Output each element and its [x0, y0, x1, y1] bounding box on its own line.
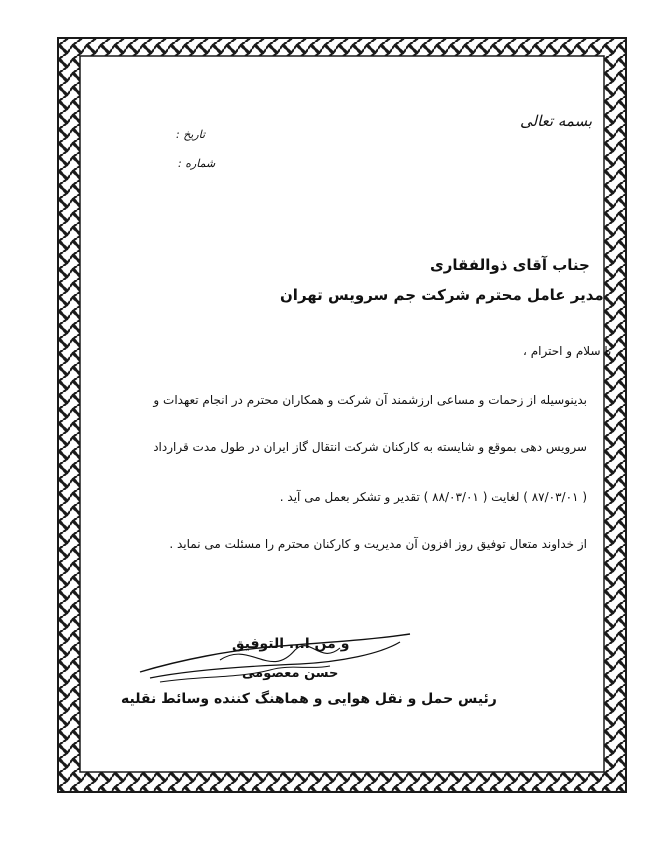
invocation-heading: بسمه تعالی	[520, 112, 593, 130]
signer-name: حسن معصومی	[242, 666, 339, 681]
salutation: با سلام و احترام ،	[523, 344, 612, 358]
closing-phrase: و من ا... التوفیق	[232, 636, 350, 652]
body-line: بدینوسیله از زحمات و مساعی ارزشمند آن شرکت و همکاران محترم در انجام تعهدات و	[153, 393, 587, 407]
date-label: تاریخ :	[176, 128, 206, 141]
recipient-title: مدیر عامل محترم شرکت جم سرویس تهران	[280, 286, 604, 304]
signer-title: رئیس حمل و نقل هوایی و هماهنگ کننده وسائط نقلیه	[121, 691, 497, 707]
body-line: ( ۸۷/۰۳/۰۱ ) لغایت ( ۸۸/۰۳/۰۱ ) تقدیر و تشکر بعمل می آید .	[279, 490, 587, 504]
body-line: سرویس دهی بموقع و شایسته به کارکنان شرکت انتقال گاز ایران در طول مدت قرارداد	[153, 440, 587, 454]
number-label: شماره :	[178, 157, 216, 170]
body-line: از خداوند متعال توفیق روز افزون آن مدیریت و کارکنان محترم را مسئلت می نماید .	[169, 537, 587, 551]
handwritten-signature	[120, 620, 420, 700]
addressee: جناب آقای ذوالفقاری	[430, 256, 590, 274]
